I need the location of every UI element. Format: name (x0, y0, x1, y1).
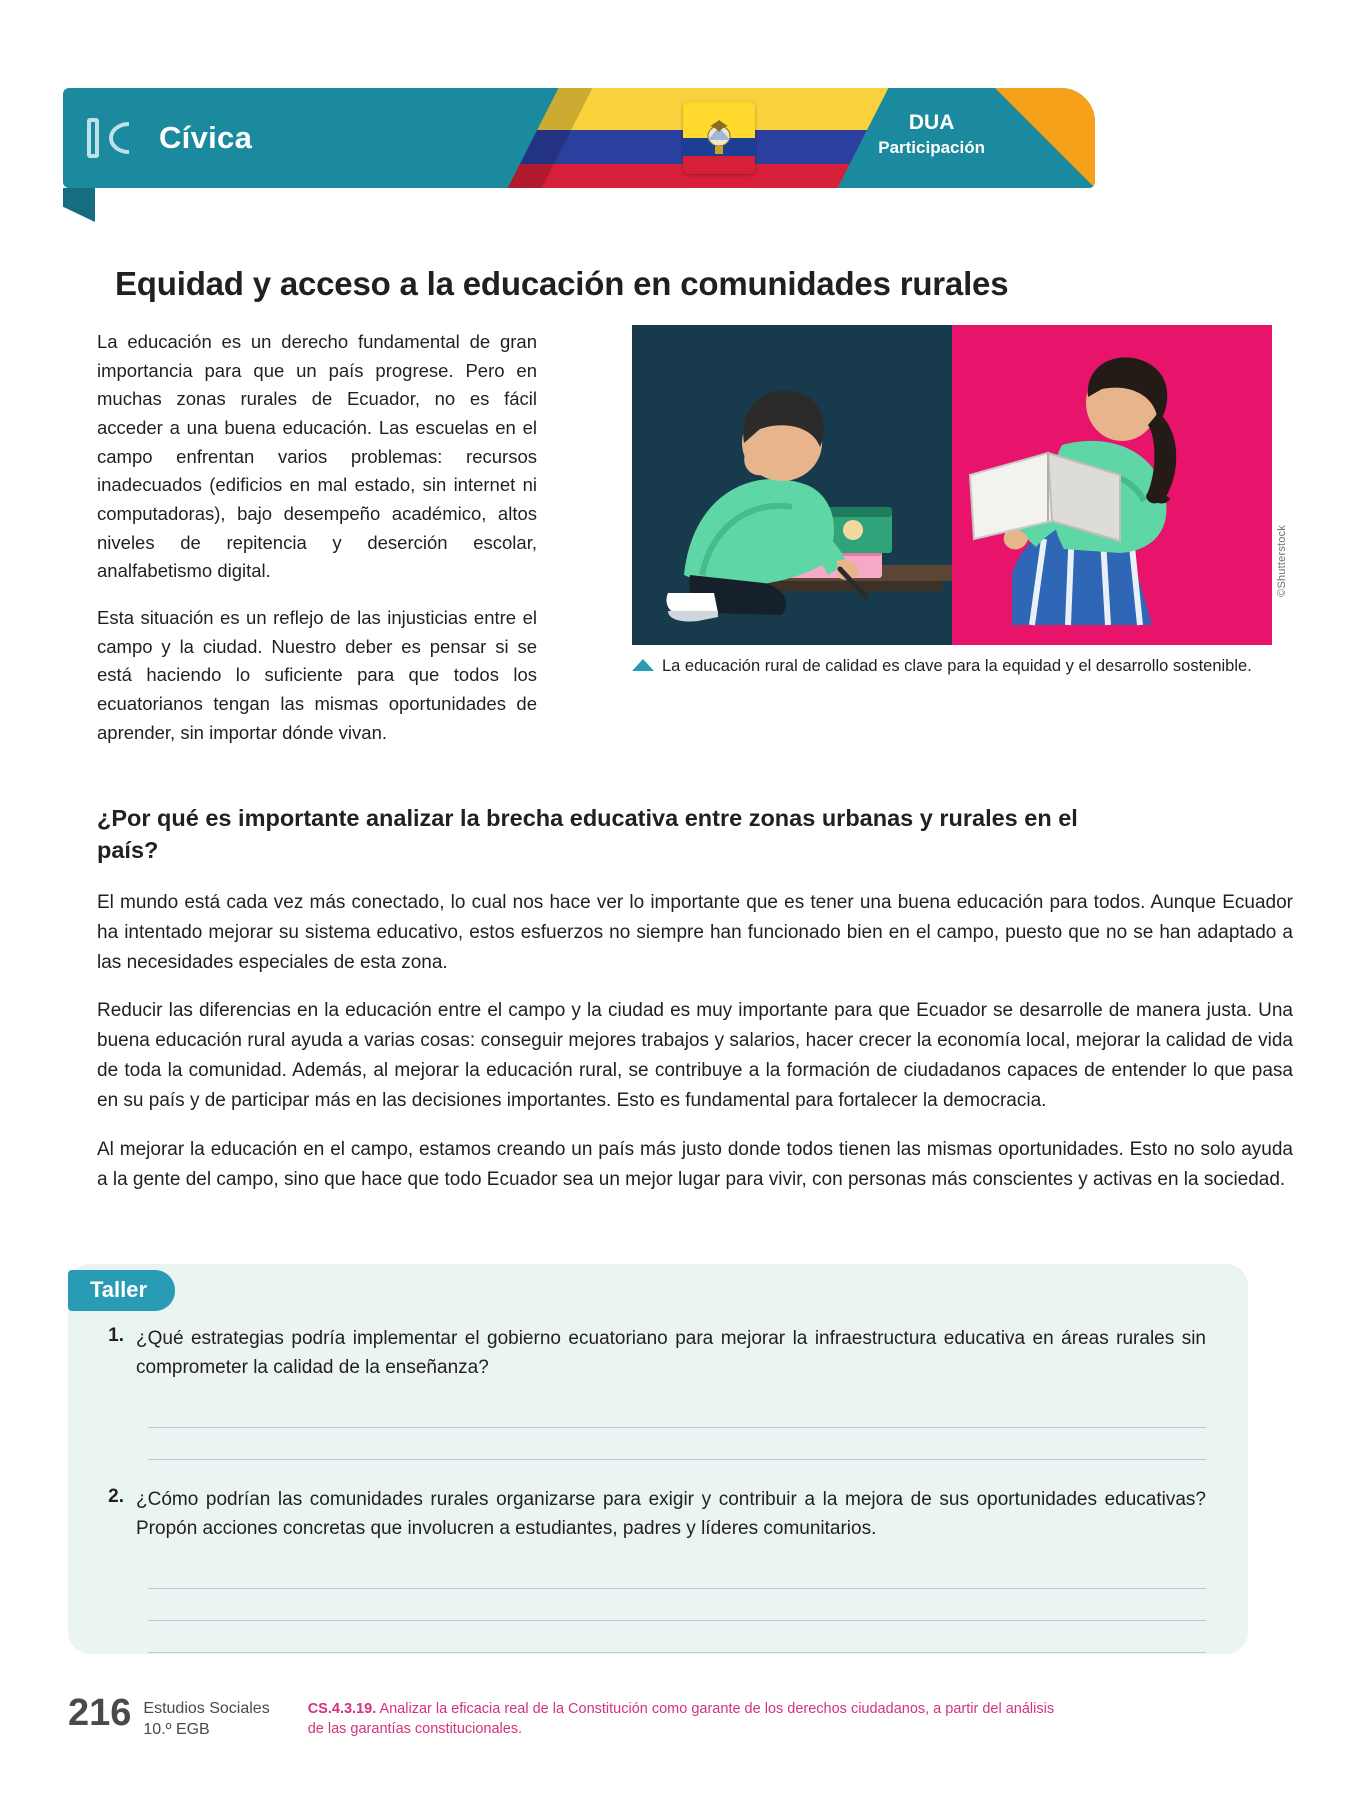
illustration-left-panel (632, 325, 952, 645)
intro-paragraph: Esta situación es un reflejo de las injusticias entre el campo y la ciudad. Nuestro deber es pensar si se está haciendo lo suficiente para que todos los ecuatorianos tengan las mismas oportunidades de aprender, sin importar dónde vivan. (97, 607, 537, 743)
triangle-marker-icon (632, 659, 654, 671)
body-paragraph: Al mejorar la educación en el campo, estamos creando un país más justo donde todos tienen las mismas oportunidades. Esto no solo ayuda a la gente del campo, sino que hace que todo Ecuador sea un mejor lugar para vivir, con personas más conscientes y activas en la sociedad. (97, 1138, 1293, 1190)
section-question-heading: ¿Por qué es importante analizar la brecha educativa entre zonas urbanas y rurales en el país? (97, 804, 1078, 864)
answer-lines-1[interactable] (148, 1396, 1206, 1460)
dua-subtitle: Participación (878, 137, 985, 157)
illustration-image (632, 325, 1272, 645)
intro-paragraph: La educación es un derecho fundamental de gran importancia para que un país progrese. Pero en muchas zonas rurales de Ecuador, no es fácil acceder a una buena educación. Las escuelas en el campo enfrentan varios problemas: recursos inadecuados (edificios en mal estado, sin internet ni computadoras), bajo desempeño académico, altos niveles de repitencia y deserción escolar, analfabetismo digital. (97, 331, 537, 582)
curriculum-code: CS.4.3.19. (307, 1701, 377, 1717)
answer-line[interactable] (148, 1428, 1206, 1460)
item-number: 2. (108, 1486, 124, 1507)
answer-line[interactable] (148, 1396, 1206, 1428)
figure (632, 325, 1288, 677)
curriculum-code-text: Analizar la eficacia real de la Constitución como garante de los derechos ciudadanos, a partir del análisis de las garantías constitucionales. (307, 1701, 1055, 1737)
dua-badge (878, 110, 985, 159)
page-number: 216 (68, 1692, 132, 1734)
ic-logo-icon (85, 116, 147, 160)
item-text: ¿Cómo podrían las comunidades rurales organizarse para exigir y contribuir a la mejora de sus oportunidades educativas? Propón acciones concretas que involucren a estudiantes, padres y líderes comunitarios. (136, 1489, 1206, 1539)
taller-label: Taller (68, 1270, 175, 1311)
header-subject-group (63, 88, 252, 188)
item-text: ¿Qué estrategias podría implementar el gobierno ecuatoriano para mejorar la infraestructura educativa en áreas rurales sin comprometer la calidad de la enseñanza? (136, 1328, 1206, 1378)
page-title: Equidad y acceso a la educación en comunidades rurales (115, 265, 1009, 303)
body-text (97, 888, 1293, 1213)
header-tab-decoration (63, 188, 95, 222)
body-paragraph: El mundo está cada vez más conectado, lo cual nos hace ver lo importante que es tener una buena educación para todos. Aunque Ecuador ha intentado mejorar su sistema educativo, estos esfuerzos no siempre han funcionado bien en el campo, puesto que no se han adaptado a las necesidades especiales de esta zona. (97, 892, 1293, 973)
answer-lines-2[interactable] (148, 1557, 1206, 1653)
book-title: Estudios Sociales (143, 1700, 270, 1717)
ecuador-flag-icon (683, 102, 755, 174)
taller-items (68, 1325, 1248, 1679)
book-grade: 10.º EGB (143, 1720, 210, 1738)
page-footer (68, 1694, 1268, 1741)
list-item (96, 1486, 1206, 1543)
list-item (96, 1325, 1206, 1382)
intro-text-column (97, 328, 537, 765)
item-number: 1. (108, 1325, 124, 1346)
header-banner (63, 88, 1095, 188)
subject-title: Cívica (159, 120, 253, 155)
dua-title: DUA (908, 111, 955, 134)
figure-caption (632, 655, 1272, 677)
orange-corner-decoration (995, 88, 1095, 188)
body-paragraph: Reducir las diferencias en la educación entre el campo y la ciudad es muy importante para que Ecuador se desarrolle de manera justa. Una buena educación rural ayuda a varias cosas: conseguir mejores trabajos y salarios, hacer crecer la economía local, mejorar la calidad de vida de toda la comunidad. Además, al mejorar la educación rural, se contribuye a la formación de ciudadanos capaces de entender lo que pasa en su país y de participar más en las decisiones importantes. Esto es fundamental para fortalecer la democracia. (97, 1000, 1293, 1111)
answer-line[interactable] (148, 1589, 1206, 1621)
book-info (143, 1694, 269, 1741)
image-credit: ©Shutterstock (1276, 525, 1288, 597)
answer-line[interactable] (148, 1621, 1206, 1653)
curriculum-code-block (308, 1694, 1068, 1739)
answer-line[interactable] (148, 1557, 1206, 1589)
figure-caption-text: La educación rural de calidad es clave para la equidad y el desarrollo sostenible. (662, 657, 1252, 675)
illustration-right-panel (952, 325, 1272, 645)
